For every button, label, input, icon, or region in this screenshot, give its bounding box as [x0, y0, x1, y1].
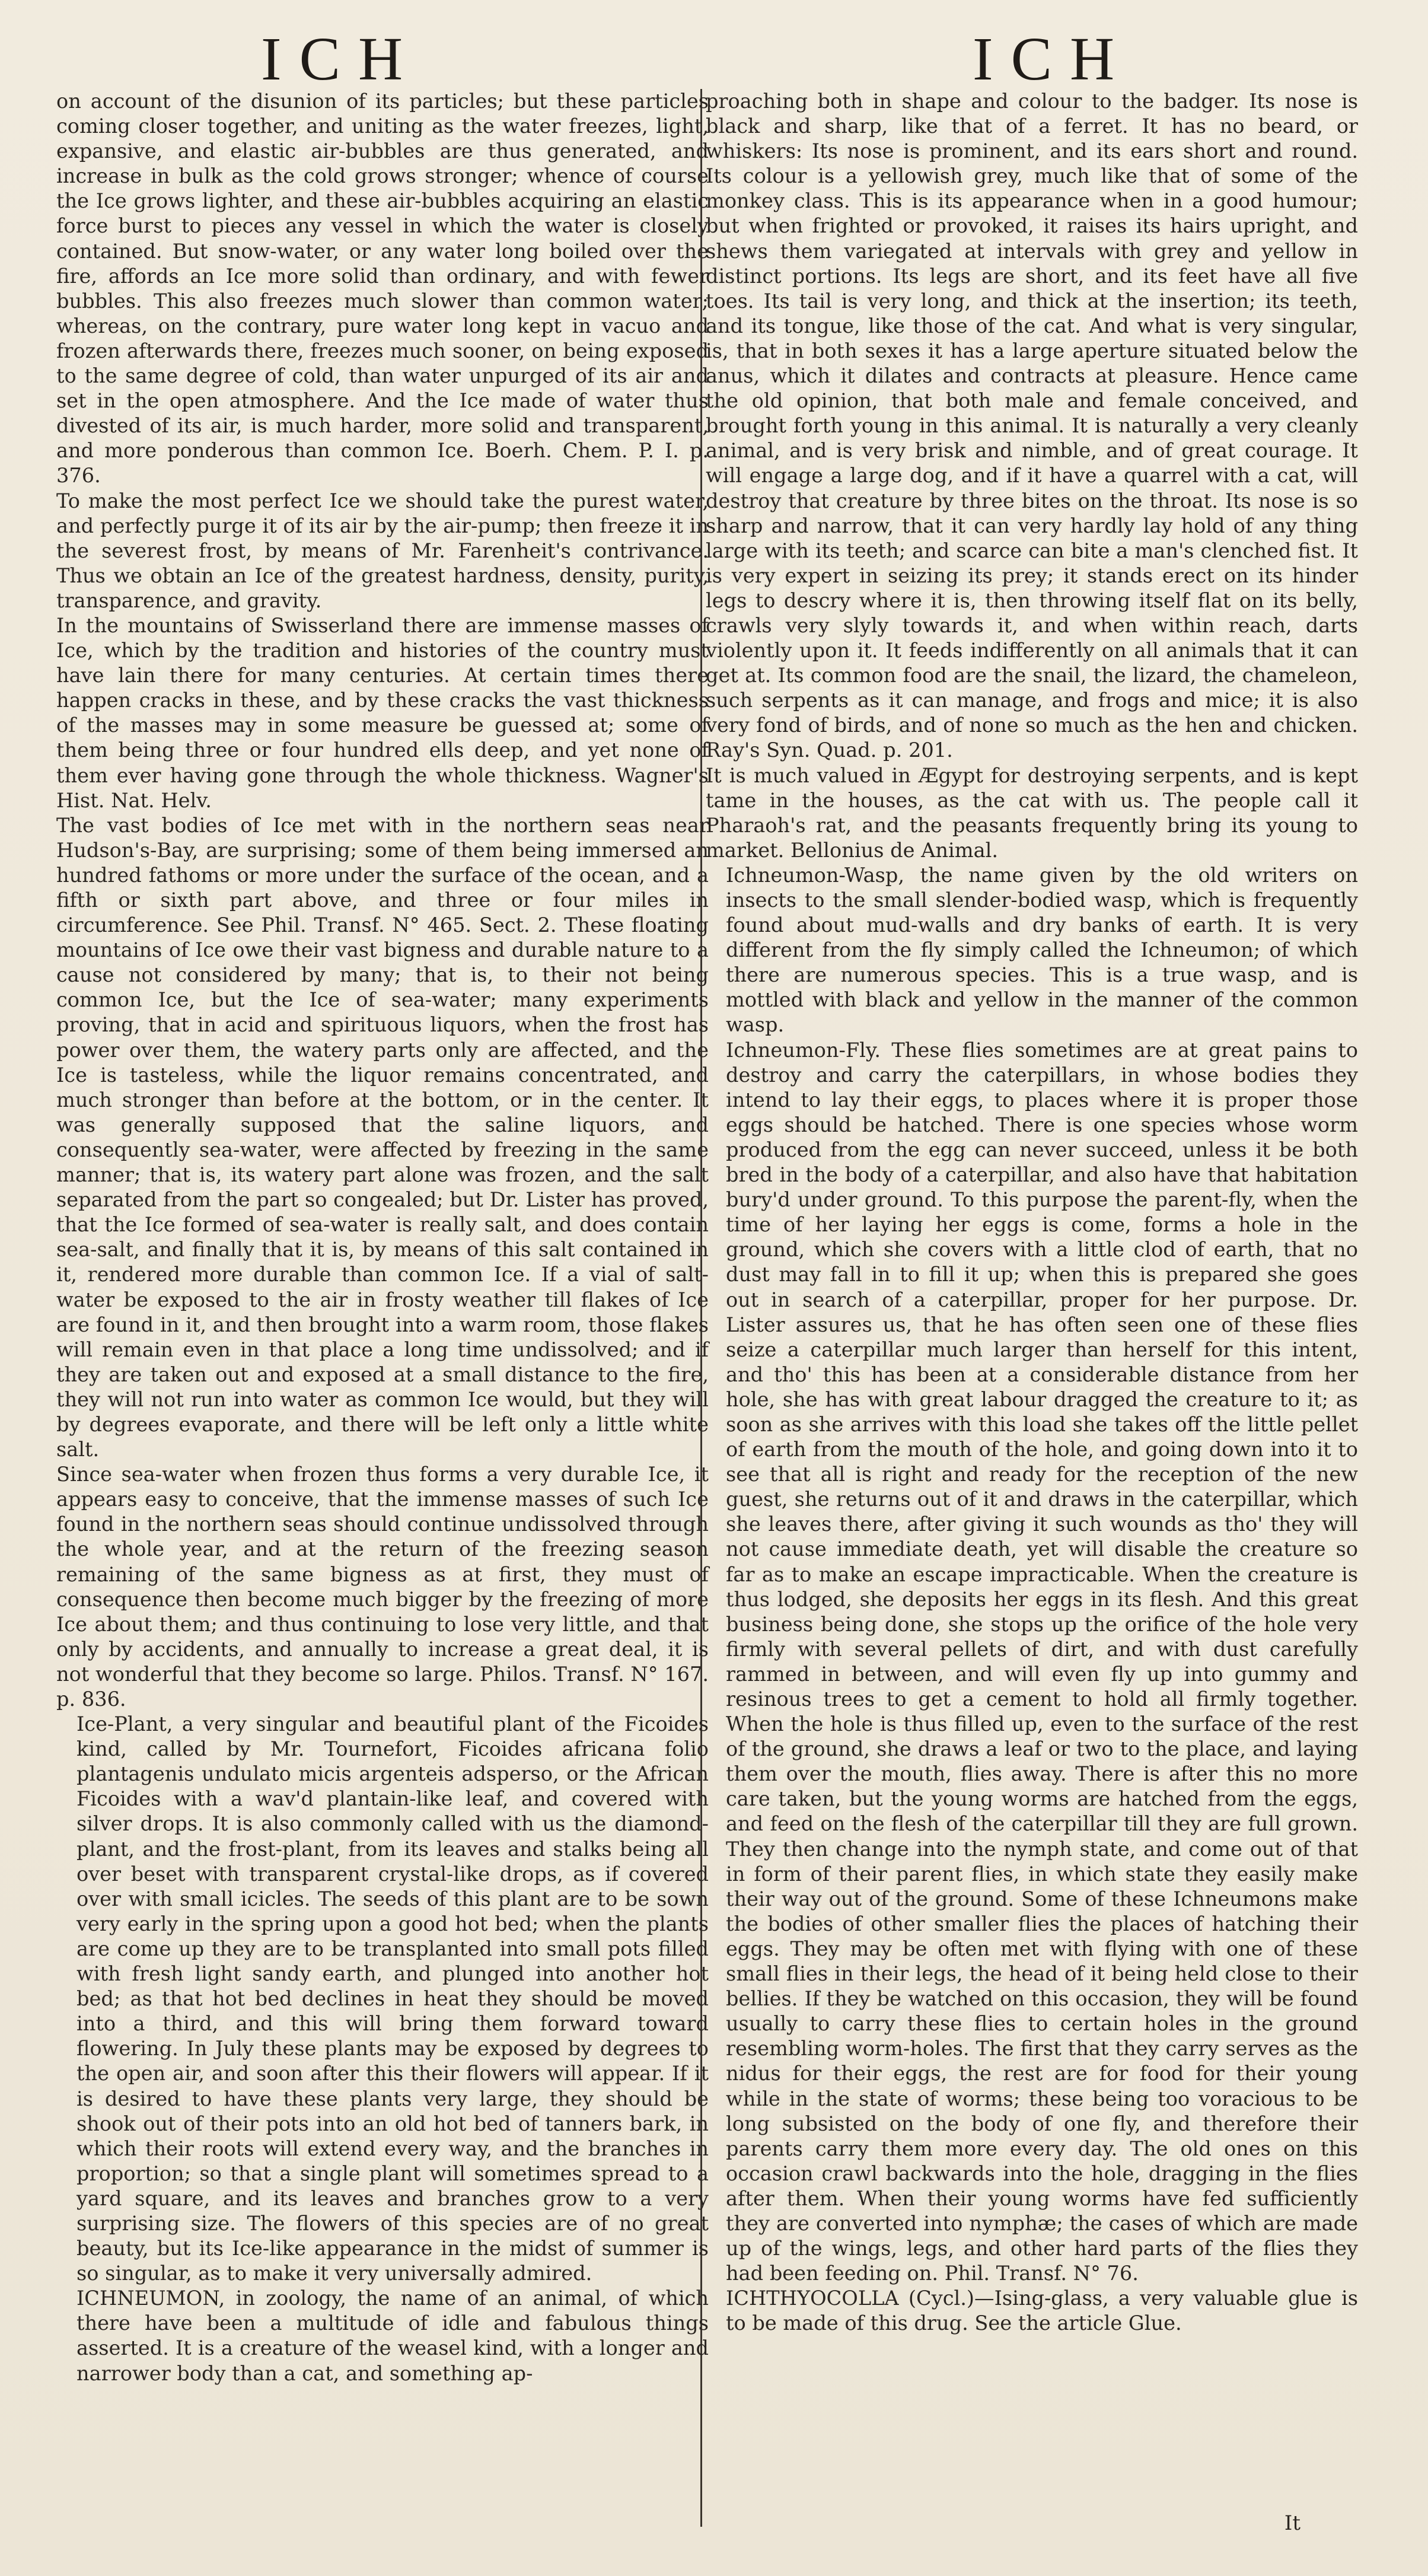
running-head-right: ICH — [973, 25, 1133, 93]
entry-ichneumon-fly: Ichneumon-Fly. These flies sometimes are at great pains to destroy and carry the caterpillars, in whose bodies they intend to lay their eggs, to places where it is proper those eggs should be hatched. There is one species whose worm produced from the egg can never succeed, unless it be both bred in the body of a caterpillar, and also have that habitation bury'd under ground. To this purpose the parent-fly, when the time of her laying her eggs is come, forms a hole in the ground, which she covers with a little clod of earth, that no dust may fall in to fill it up; when this is prepared she goes out in search of a caterpillar, proper for her purpose. Dr. Lister assures us, that he has often seen one of these flies seize a caterpillar much larger than herself for this intent, and tho' this has been at a considerable distance from her hole, she has with great labour dragged the creature to it; as soon as she arrives with this load she takes off the little pellet of earth from the mouth of the hole, and going down into it to see that all is right and ready for the reception of the new guest, she returns out of it and draws in the caterpillar, which she leaves there, after giving it such wounds as tho' they will not cause immediate death, yet will disable the creature so far as to make an escape impracticable. When the creature is thus lodged, she deposits her eggs in its flesh. And this great business being done, she stops up the orifice of the hole very firmly with several pellets of dirt, and with dust carefully rammed in between, and will even fly up into gummy and resinous trees to get a cement to hold all firmly together. When the hole is thus filled up, even to the surface of the rest of the ground, she draws a leaf or two to the place, and laying them over the mouth, flies away. There is after this no more care taken, but the young worms are hatched from the eggs, and feed on the flesh of the caterpillar till they are full grown. They then change into the nymph state, and come out of that in form of their parent flies, in which state they easily make their way out of the ground. Some of these Ichneumons make the bodies of other smaller flies the places of hatching their eggs. They may be often met with flying with one of these small flies in their legs, the head of it being held close to their bellies. If they be watched on this occasion, they will be found usually to carry these flies to certain holes in the ground resembling worm-holes. The first that they carry serves as the nidus for their eggs, the rest are for food for their young while in the state of worms; these being too voracious to be long subsisted on the body of one fly, and therefore their parents carry them more every day. The old ones on this occasion crawl backwards into the hole, dragging in the flies after them. When their young worms have fed sufficiently they are converted into nymphæ; the cases of which are made up of the wings, legs, and other hard parts of the flies they had been feeding on. Phil. Transf. N° 76. — [726, 1038, 1358, 2285]
entry-ichneumon: ICHNEUMON, in zoology, the name of an animal, of which there have been a multitude of idle and fabulous things asserted. It is a creature of the weasel kind, with a longer and narrower body than a cat, and something ap- — [76, 2287, 709, 2385]
left-column — [56, 89, 709, 2386]
paragraph: To make the most perfect Ice we should take the purest water, and perfectly purge it of its air by the air-pump; then freeze it in the severest frost, by means of Mr. Farenheit's contrivance. Thus we obtain an Ice of the greatest hardness, density, purity, transparence, and gravity. — [56, 489, 709, 612]
entry-ice-plant: Ice-Plant, a very singular and beautiful plant of the Ficoides kind, called by Mr. Tournefort, Ficoides africana folio plantagenis undulato micis argenteis adsperso, or the African Ficoides with a wav'd plantain-like leaf, and covered with silver drops. It is also commonly called with us the diamond-plant, and the frost-plant, from its leaves and stalks being all over beset with transparent crystal-like drops, as if covered over with small icicles. The seeds of this plant are to be sown very early in the spring upon a good hot bed; when the plants are come up they are to be transplanted into small pots filled with fresh light sandy earth, and plunged into another hot bed; as that hot bed declines in heat they should be moved into a third, and this will bring them forward toward flowering. In July these plants may be exposed by degrees to the open air, and soon after this their flowers will appear. If it is desired to have these plants very large, they should be shook out of their pots into an old hot bed of tanners bark, in which their roots will extend every way, and the branches in proportion; so that a single plant will sometimes spread to a yard square, and its leaves and branches grow to a very surprising size. The flowers of this species are of no great beauty, but its Ice-like appearance in the midst of summer is so singular, as to make it very universally admired. — [76, 1712, 709, 2285]
running-head-left: ICH — [261, 25, 421, 93]
entry-ichneumon-wasp: Ichneumon-Wasp, the name given by the old writers on insects to the small slender-bodied wasp, which is frequently found about mud-walls and dry banks of earth. It is very different from the fly simply called the Ichneumon; of which there are numerous species. This is a true wasp, and is mottled with black and yellow in the manner of the common wasp. — [726, 863, 1358, 1037]
paragraph: In the mountains of Swisserland there are immense masses of Ice, which by the tradition and histories of the country must have lain there for many centuries. At certain times there happen cracks in these, and by these cracks the vast thickness of the masses may in some measure be guessed at; some of them being three or four hundred ells deep, and yet none of them ever having gone through the whole thickness. Wagner's Hist. Nat. Helv. — [56, 613, 709, 812]
paragraph: Since sea-water when frozen thus forms a very durable Ice, it appears easy to conceive, that the immense masses of such Ice found in the northern seas should continue undissolved through the whole year, and at the return of the freezing season remaining of the same bigness as at first, they must of consequence then become much bigger by the freezing of more Ice about them; and thus continuing to lose very little, and that only by accidents, and annually to increase a great deal, it is not wonderful that they become so large. Philos. Transf. N° 167. p. 836. — [56, 1463, 709, 1711]
paragraph: proaching both in shape and colour to the badger. Its nose is black and sharp, like that of a ferret. It has no beard, or whiskers: Its nose is prominent, and its ears short and round. Its colour is a yellowish grey, much like that of some of the monkey class. This is its appearance when in a good humour; but when frighted or provoked, it raises its hairs upright, and shews them variegated at intervals with grey and yellow in distinct portions. Its legs are short, and its feet have all five toes. Its tail is very long, and thick at the insertion; its teeth, and its tongue, like those of the cat. And what is very singular, is, that in both sexes it has a large aperture situated below the anus, which it dilates and contracts at pleasure. Hence came the old opinion, that both male and female conceived, and brought forth young in this animal. It is naturally a very cleanly animal, and is very brisk and nimble, and of great courage. It will engage a large dog, and if it have a quarrel with a cat, will destroy that creature by three bites on the throat. Its nose is so sharp and narrow, that it can very hardly lay hold of any thing large with its teeth; and scarce can bite a man's clenched fist. It is very expert in seizing its prey; it stands erect on its hinder legs to descry where it is, then throwing itself flat on its belly, crawls very slyly towards it, and when within reach, darts violently upon it. It feeds indifferently on all animals that it can get at. Its common food are the snail, the lizard, the chameleon, such serpents as it can manage, and frogs and mice; it is also very fond of birds, and of none so much as the hen and chicken. Ray's Syn. Quad. p. 201. — [706, 90, 1358, 762]
catchword: It — [1284, 2511, 1301, 2535]
paragraph: on account of the disunion of its particles; but these particles coming closer together, and uniting as the water freezes, light, expansive, and elastic air-bubbles are thus generated, and increase in bulk as the cold grows stronger; whence of course the Ice grows lighter, and these air-bubbles acquiring an elastic force burst to pieces any vessel in which the water is closely contained. But snow-water, or any water long boiled over the fire, affords an Ice more solid than ordinary, and with fewer bubbles. This also freezes much slower than common water; whereas, on the contrary, pure water long kept in vacuo and frozen afterwards there, freezes much sooner, on being exposed to the same degree of cold, than water unpurged of its air and set in the open atmosphere. And the Ice made of water thus divested of its air, is much harder, more solid and transparent, and more ponderous than common Ice. Boerh. Chem. P. I. p. 376. — [56, 90, 709, 488]
paragraph: The vast bodies of Ice met with in the northern seas near Hudson's-Bay, are surprising; some of them being immersed an hundred fathoms or more under the surface of the ocean, and a fifth or sixth part above, and three or four miles in circumference. See Phil. Transf. N° 465. Sect. 2. These floating mountains of Ice owe their vast bigness and durable nature to a cause not considered by many; that is, to their not being common Ice, but the Ice of sea-water; many experiments proving, that in acid and spirituous liquors, when the frost has power over them, the watery parts only are affected, and the Ice is tasteless, while the liquor remains concentrated, and much stronger than before at the bottom, or in the center. It was generally supposed that the saline liquors, and consequently sea-water, were affected by freezing in the same manner; that is, its watery part alone was frozen, and the salt separated from the part so congealed; but Dr. Lister has proved, that the Ice formed of sea-water is really salt, and does contain sea-salt, and finally that it is, by means of this salt contained in it, rendered more durable than common Ice. If a vial of salt-water be exposed to the air in frosty weather till flakes of Ice are found in it, and then brought into a warm room, those flakes will remain even in that place a long time undissolved; and if they are taken out and exposed at a small distance to the fire, they will not run into water as common Ice would, but they will by degrees evaporate, and there will be left only a little white salt. — [56, 813, 709, 1461]
entry-ichthyocolla: ICHTHYOCOLLA (Cycl.)—Ising-glass, a very valuable glue is to be made of this drug. See the article Glue. — [726, 2287, 1358, 2335]
paragraph: It is much valued in Ægypt for destroying serpents, and is kept tame in the houses, as the cat with us. The people call it Pharaoh's rat, and the peasants frequently bring its young to market. Bellonius de Animal. — [706, 763, 1358, 862]
right-column — [706, 89, 1358, 2336]
